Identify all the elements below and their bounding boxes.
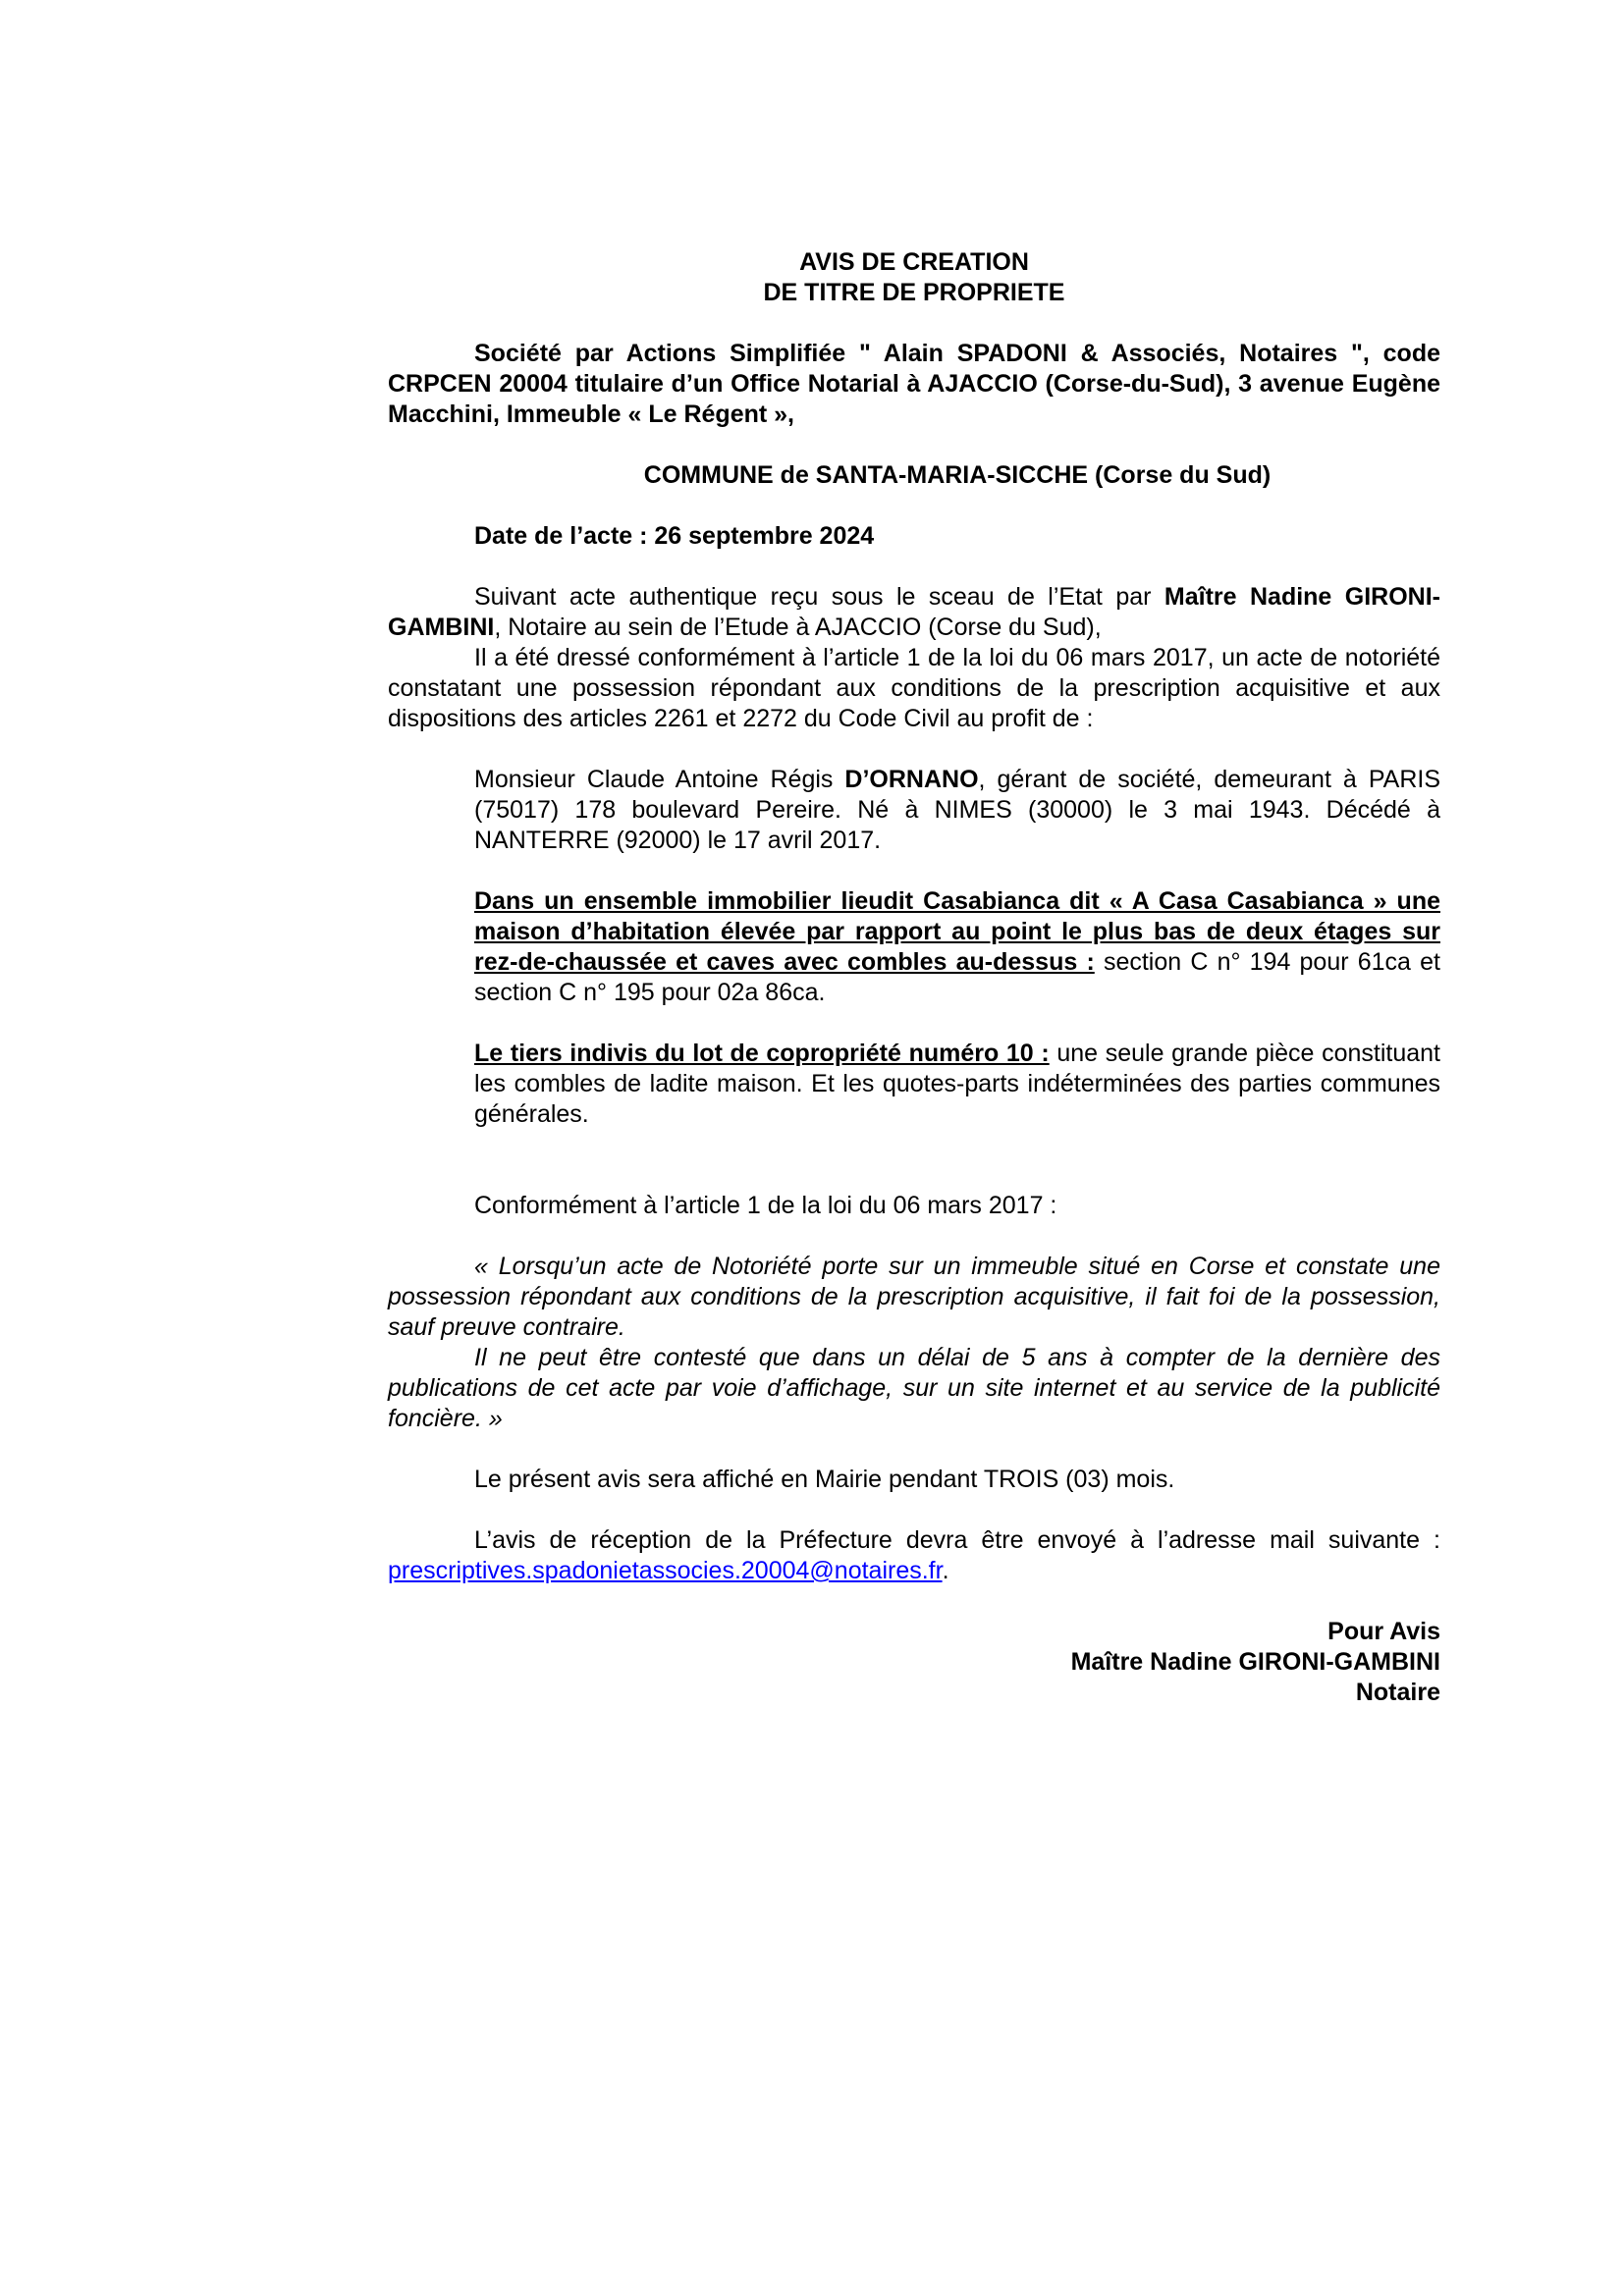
beneficiary-prefix: Monsieur Claude Antoine Régis — [474, 766, 845, 793]
beneficiary-suffix: , gérant de société, demeurant à PARIS (75017) 178 boulevard Pereire. Né à NIMES (30000) le 3 mai 1943. Décédé à NANTERRE (92000) le 17 avril 2017. — [474, 766, 1440, 854]
acte-section — [388, 582, 1440, 734]
acte-paragraph-1 — [388, 582, 1440, 643]
signature-block — [388, 1617, 1440, 1708]
document-page — [388, 247, 1440, 1708]
acte-suffix: , Notaire au sein de l’Etude à AJACCIO (Corse du Sud), — [494, 614, 1102, 641]
law-quote — [388, 1252, 1440, 1434]
signature-line-3: Notaire — [1355, 1679, 1440, 1706]
title-line-2: DE TITRE DE PROPRIETE — [763, 279, 1065, 306]
beneficiary-paragraph — [474, 765, 1440, 856]
property-2-paragraph — [474, 1039, 1440, 1130]
signature-line-2: Maître Nadine GIRONI-GAMBINI — [1070, 1648, 1440, 1676]
document-title — [388, 247, 1440, 308]
reception-text: L’avis de réception de la Préfecture devra être envoyé à l’adresse mail suivante : — [474, 1526, 1440, 1554]
law-intro: Conformément à l’article 1 de la loi du 06 mars 2017 : — [474, 1192, 1057, 1219]
property-2-rest: une seule grande pièce constituant les combles de ladite maison. Et les quotes-parts indéterminées des parties communes générales. — [474, 1040, 1440, 1128]
title-line-1: AVIS DE CREATION — [799, 248, 1029, 276]
quote-paragraph-2: Il ne peut être contesté que dans un délai de 5 ans à compter de la dernière des publications de cet acte par voie d’affichage, sur un site internet et au service de la publicité foncière. » — [388, 1344, 1440, 1432]
property-2-lead: Le tiers indivis du lot de copropriété numéro 10 : — [474, 1040, 1050, 1067]
quote-paragraph-1: « Lorsqu’un acte de Notoriété porte sur un immeuble situé en Corse et constate une possession répondant aux conditions de la prescription acquisitive, il fait foi de la possession, sauf preuve contraire. — [388, 1253, 1440, 1341]
beneficiary-surname: D’ORNANO — [844, 766, 979, 793]
acte-paragraph-2: Il a été dressé conformément à l’article 1 de la loi du 06 mars 2017, un acte de notoriété constatant une possession répondant aux conditions de la prescription acquisitive et aux dispositions des articles 2261 et 2272 du Code Civil au profit de : — [388, 644, 1440, 732]
office-paragraph: Société par Actions Simplifiée " Alain SPADONI & Associés, Notaires ", code CRPCEN 20004 titulaire d’un Office Notarial à AJACCIO (Corse-du-Sud), 3 avenue Eugène Macchini, Immeuble « Le Régent », — [388, 340, 1440, 428]
signature-line-1: Pour Avis — [1327, 1618, 1440, 1645]
property-1-paragraph — [474, 886, 1440, 1008]
date-acte: Date de l’acte : 26 septembre 2024 — [474, 522, 875, 550]
commune-heading: COMMUNE de SANTA-MARIA-SICCHE (Corse du Sud) — [643, 461, 1272, 489]
acte-prefix: Suivant acte authentique reçu sous le sceau de l’Etat par — [474, 583, 1164, 611]
email-link[interactable]: prescriptives.spadonietassocies.20004@notaires.fr — [388, 1557, 943, 1584]
property-1-rest: section C n° 194 pour 61ca et section C n° 195 pour 02a 86ca. — [474, 948, 1440, 1006]
notary-name: Maître Nadine GIRONI-GAMBINI — [388, 583, 1440, 641]
reception-end: . — [942, 1557, 949, 1584]
display-notice: Le présent avis sera affiché en Mairie pendant TROIS (03) mois. — [474, 1466, 1175, 1493]
reception-paragraph — [388, 1525, 1440, 1586]
property-1-lead: Dans un ensemble immobilier lieudit Casabianca dit « A Casa Casabianca » une maison d’habitation élevée par rapport au point le plus bas de deux étages sur rez-de-chaussée et caves avec combles au-dessus : — [474, 887, 1440, 976]
